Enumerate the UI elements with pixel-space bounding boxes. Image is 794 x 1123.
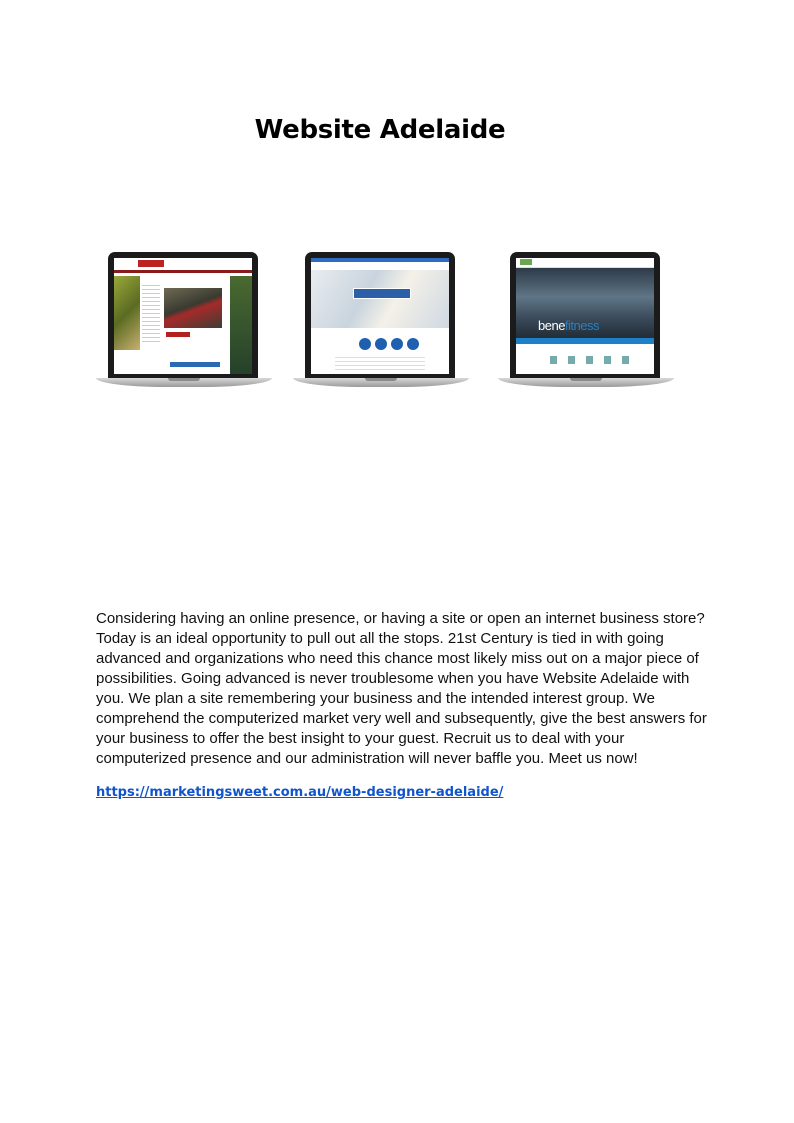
screen <box>114 258 252 374</box>
circle-icon <box>391 338 403 350</box>
page-title: Website Adelaide <box>254 115 506 146</box>
laptop-mockups-image <box>96 252 706 397</box>
circle-icon <box>407 338 419 350</box>
screen <box>516 258 654 374</box>
laptop-blue-business-site <box>293 252 471 394</box>
laptop-tree-nursery-site <box>96 252 274 394</box>
circle-icon <box>359 338 371 350</box>
laptop-benefitness-site <box>498 252 676 394</box>
screen <box>311 258 449 374</box>
circle-icon <box>375 338 387 350</box>
website-link[interactable]: https://marketingsweet.com.au/web-designer-adelaide/ <box>96 785 504 800</box>
brand-text: benefitness <box>538 318 599 333</box>
body-paragraph: Considering having an online presence, or having a site or open an internet business store? Today is an ideal opportunity to pull out all the stops. 21st Century is tied in with going advanced and organizations who need this chance most likely miss out on a major piece of possibilities. Going advanced is never troublesome when you have Website Adelaide with you. We plan a site remembering your business and the intended interest group. We comprehend the computerized market very well and subsequently, give the best answers for your business to offer the best insight to your guest. Recruit us to deal with your computerized presence and our administration will never baffle you. Meet us now! <box>96 610 707 767</box>
